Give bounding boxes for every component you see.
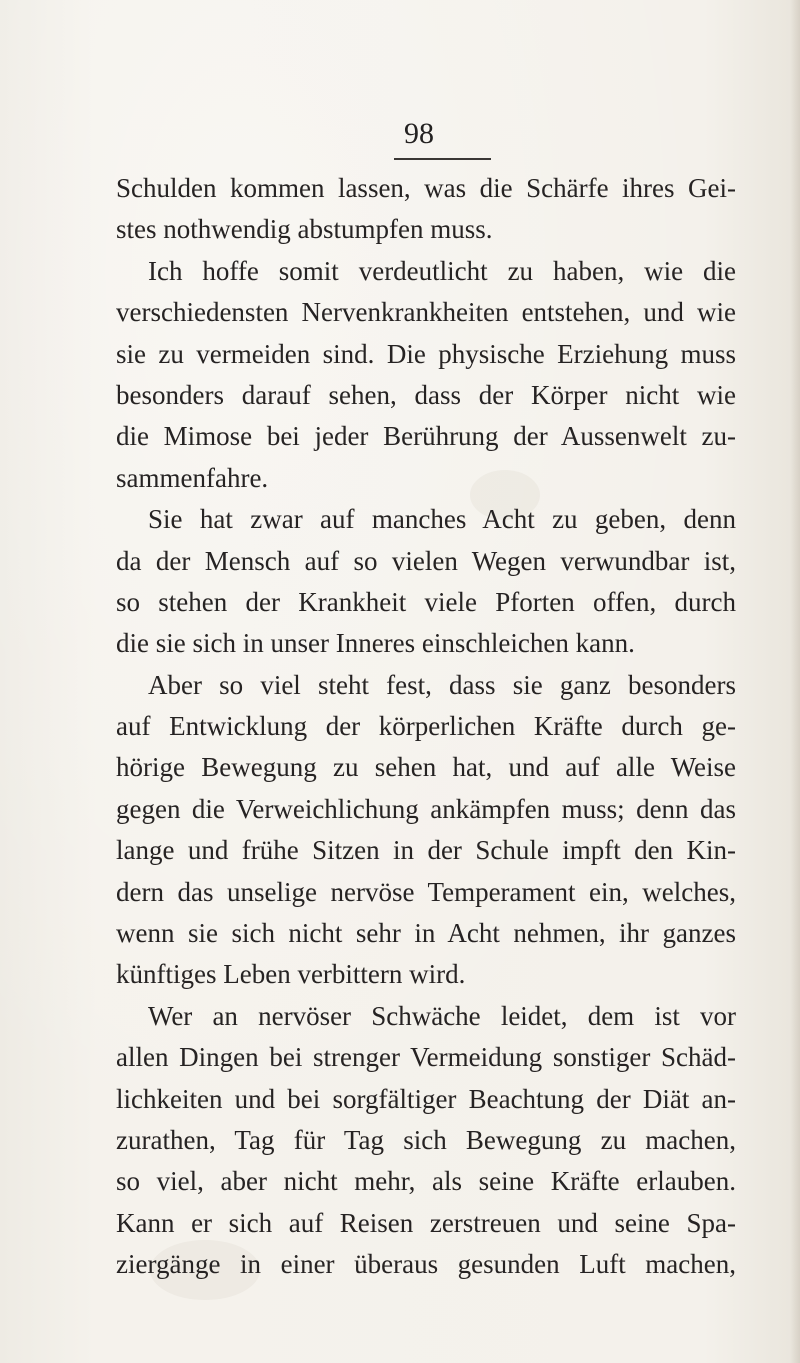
text-line: Kann er sich auf Reisen zerstreuen und seine Spa- bbox=[116, 1207, 736, 1238]
header-rule bbox=[394, 158, 491, 160]
text-line: hörige Bewegung zu sehen hat, und auf alle Weise bbox=[116, 752, 736, 783]
text-line: lange und frühe Sitzen in der Schule impft den Kin- bbox=[116, 835, 736, 866]
text-line: sie zu vermeiden sind. Die physische Erziehung muss bbox=[116, 338, 736, 369]
text-line: künftiges Leben verbittern wird. bbox=[116, 959, 466, 990]
text-line: dern das unselige nervöse Temperament ein, welches, bbox=[116, 876, 736, 907]
page-edge-shadow bbox=[790, 0, 800, 1363]
text-line: lichkeiten und bei sorgfältiger Beachtung der Diät an- bbox=[116, 1083, 736, 1114]
text-line: so viel, aber nicht mehr, als seine Kräfte erlauben. bbox=[116, 1166, 736, 1197]
text-line: ziergänge in einer überaus gesunden Luft machen, bbox=[116, 1249, 736, 1280]
text-line: die Mimose bei jeder Berührung der Aussenwelt zu- bbox=[116, 421, 736, 452]
text-line: die sie sich in unser Inneres einschleichen kann. bbox=[116, 628, 635, 659]
text-line: Sie hat zwar auf manches Acht zu geben, denn bbox=[148, 504, 736, 535]
text-line: wenn sie sich nicht sehr in Acht nehmen, ihr ganzes bbox=[116, 918, 736, 949]
text-line: Ich hoffe somit verdeutlicht zu haben, wie die bbox=[148, 255, 736, 286]
text-line: zurathen, Tag für Tag sich Bewegung zu machen, bbox=[116, 1124, 736, 1155]
page-number: 98 bbox=[404, 117, 434, 150]
text-line: sammenfahre. bbox=[116, 462, 269, 493]
text-line: gegen die Verweichlichung ankämpfen muss; denn das bbox=[116, 793, 736, 824]
text-line: stes nothwendig abstumpfen muss. bbox=[116, 214, 493, 245]
text-line: Wer an nervöser Schwäche leidet, dem ist vor bbox=[148, 1000, 736, 1031]
text-line: so stehen der Krankheit viele Pforten offen, durch bbox=[116, 586, 736, 617]
text-line: allen Dingen bei strenger Vermeidung sonstiger Schäd- bbox=[116, 1042, 736, 1073]
text-line: da der Mensch auf so vielen Wegen verwundbar ist, bbox=[116, 545, 736, 576]
text-line: verschiedensten Nervenkrankheiten entstehen, und wie bbox=[116, 297, 736, 328]
text-line: Schulden kommen lassen, was die Schärfe ihres Gei- bbox=[116, 173, 736, 203]
body-text bbox=[116, 168, 736, 1286]
text-line: Aber so viel steht fest, dass sie ganz besonders bbox=[148, 669, 736, 700]
text-line: auf Entwicklung der körperlichen Kräfte durch ge- bbox=[116, 711, 736, 742]
text-line: besonders darauf sehen, dass der Körper nicht wie bbox=[116, 379, 736, 410]
